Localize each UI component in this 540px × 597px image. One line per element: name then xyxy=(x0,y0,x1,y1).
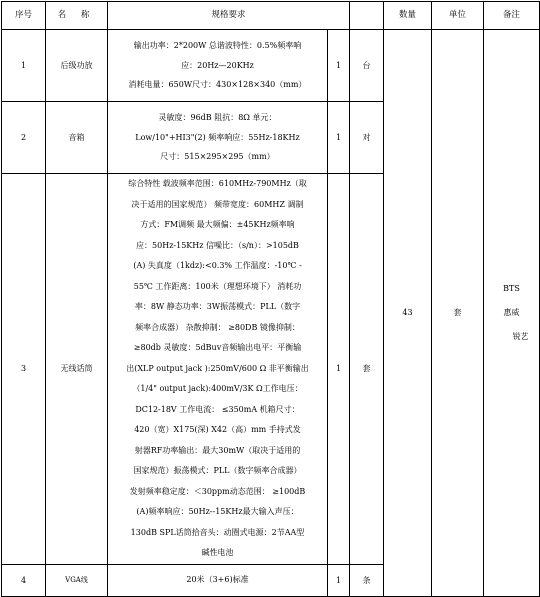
remark-line: 锐艺 xyxy=(512,331,529,341)
row-count: 1 xyxy=(328,102,350,174)
row-spec xyxy=(108,564,328,596)
spec-line: 频率合成器） 杂散抑制： ≥80DB 镜像抑制： xyxy=(135,322,300,332)
spec-line: 发射频率稳定度：＜30ppm动态范围： ≥100dB xyxy=(129,486,306,496)
spec-line: 输出功率：2*200W 总谐波特性：0.5%频率响 xyxy=(133,41,302,51)
remark-line: BTS xyxy=(503,283,520,293)
spec-line: （1/4" output jack):400mV/3K Ω工作电压： xyxy=(132,384,303,393)
spec-line: 130dB SPL话筒拾音头：动圈式电源：2节AA型 xyxy=(130,527,305,537)
row-name: 音箱 xyxy=(46,102,108,174)
header-name: 名 称 xyxy=(46,2,108,30)
row-count-unit: 条 xyxy=(350,564,384,596)
spec-line: 20米（3+6)标准 xyxy=(186,575,249,585)
spec-line: 尺寸：515×295×295（mm） xyxy=(160,152,275,162)
spec-line: 国家规范）振荡模式：PLL（数字频率合成器） xyxy=(133,466,302,475)
row-seq: 1 xyxy=(2,30,46,102)
row-seq: 3 xyxy=(2,174,46,565)
spec-table xyxy=(1,1,540,597)
spec-line: 决于适用的国家规范） 频带宽度：60MHZ 调制 xyxy=(131,199,304,209)
spec-line: 应：20Hz—20KHz xyxy=(181,60,254,70)
row-name: VGA线 xyxy=(46,564,108,596)
row-count-unit: 套 xyxy=(350,174,384,565)
spec-line: 率：8W 静态功率：3W振荡模式：PLL（数字 xyxy=(134,302,301,311)
header-blank xyxy=(350,2,384,30)
header-qty: 数量 xyxy=(384,2,432,30)
table-row xyxy=(2,30,540,102)
spec-line: 55℃ 工作距离：100米（理想环境下） 消耗功 xyxy=(133,281,302,291)
spec-line: ≥80db 灵敏度：5dBuv音频输出电平：平衡输 xyxy=(133,343,302,352)
spec-line: 消耗电量：650W尺寸：430×128×340（mm） xyxy=(128,80,307,90)
row-spec xyxy=(108,102,328,174)
row-count: 1 xyxy=(328,30,350,102)
row-spec xyxy=(108,174,328,565)
spec-line: 综合特性 载波频率范围：610MHz-790MHz（取 xyxy=(128,179,307,188)
spec-line: 出(XLP output jack ):250mV/600 Ω 非平衡输出 xyxy=(126,363,309,373)
row-seq: 4 xyxy=(2,564,46,596)
spec-line: 420（宽）X175(深) X42（高）mm 手持式发 xyxy=(134,425,301,434)
row-name: 后级功放 xyxy=(46,30,108,102)
spec-line: 碱性电池 xyxy=(201,548,234,557)
row-count-unit: 对 xyxy=(350,102,384,174)
header-unit: 单位 xyxy=(432,2,484,30)
header-spec: 规格要求 xyxy=(108,2,350,30)
row-count: 1 xyxy=(328,564,350,596)
row-name: 无线话筒 xyxy=(46,174,108,565)
header-remark: 备注 xyxy=(484,2,540,30)
spec-line: DC12-18V 工作电流： ≤350mA 机箱尺寸： xyxy=(135,404,300,414)
header-seq: 序号 xyxy=(2,2,46,30)
unit-cell: 套 xyxy=(432,30,484,597)
spec-line: (A) 失真度（1kdz):<0.3% 工作温度：-10℃ - xyxy=(133,261,302,270)
spec-line: 射器RF功率输出：最大30mW（取决于适用的 xyxy=(134,445,301,455)
spec-line: 应：50Hz-15KHz 信噪比：（s/n）：>105dB xyxy=(136,240,299,250)
row-seq: 2 xyxy=(2,102,46,174)
row-count: 1 xyxy=(328,174,350,565)
row-spec xyxy=(108,30,328,102)
spec-line: (A)频率响应：50Hz--15KHz最大输入声压： xyxy=(136,507,299,516)
qty-cell: 43 xyxy=(384,30,432,597)
remark-cell xyxy=(484,30,540,597)
remark-line: 惠威 xyxy=(503,307,520,317)
spec-line: Low/10"+HI3"(2) 频率响应：55Hz-18KHz xyxy=(135,132,300,142)
row-count-unit: 台 xyxy=(350,30,384,102)
spec-line: 灵敏度：96dB 阻抗：8Ω 单元： xyxy=(158,113,277,123)
header-row xyxy=(2,2,540,30)
spec-line: 方式：FM调频 最大频偏：±45KHz频率响 xyxy=(140,220,295,229)
